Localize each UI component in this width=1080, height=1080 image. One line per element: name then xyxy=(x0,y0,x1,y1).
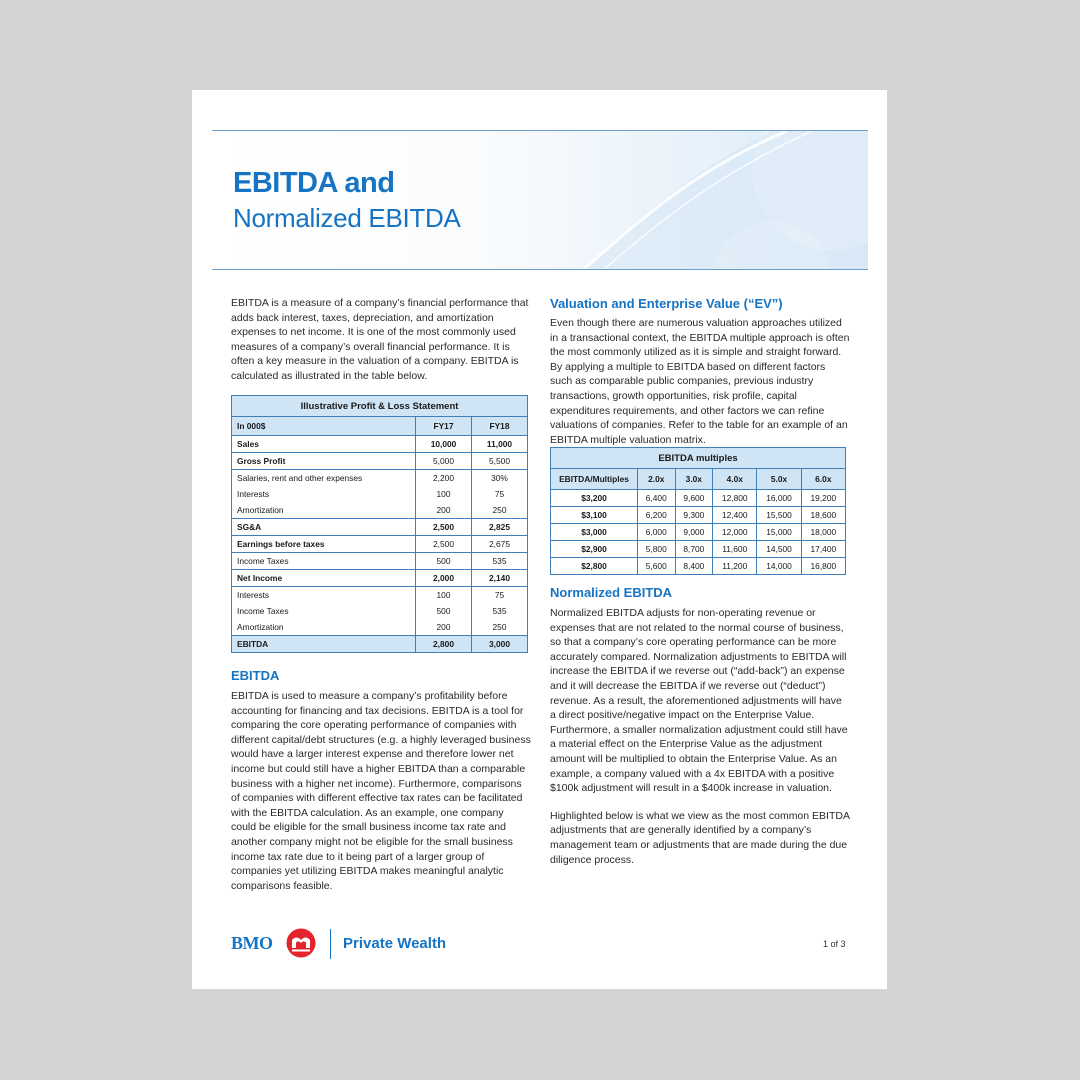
normalized-ebitda-section xyxy=(550,585,850,867)
expenses-labels: Salaries, rent and other expenses Interests Amortization xyxy=(232,470,416,519)
table-row: Interests Income Taxes Amortization 100 500 200 75 535 250 xyxy=(232,587,528,636)
pl-header-fy18: FY18 xyxy=(472,417,528,436)
private-wealth-label: Private Wealth xyxy=(343,935,447,952)
table-row: SG&A 2,500 2,825 xyxy=(232,519,528,536)
page-footer xyxy=(231,928,851,960)
table-row: Earnings before taxes 2,500 2,675 xyxy=(232,536,528,553)
title-banner xyxy=(212,130,868,270)
table-row-ebitda-total: EBITDA 2,800 3,000 xyxy=(232,636,528,653)
left-column-intro xyxy=(231,296,531,384)
profit-loss-table xyxy=(231,395,528,653)
document-page xyxy=(192,90,887,989)
pl-header-label: In 000$ xyxy=(232,417,416,436)
table-row: Gross Profit 5,000 5,500 xyxy=(232,453,528,470)
bmo-roundel-logo-icon xyxy=(286,928,316,958)
bmo-wordmark: BMO xyxy=(231,933,273,953)
valuation-paragraph: Even though there are numerous valuation approaches utilized in a transactional context, the EBITDA multiple approach is often the most commonly utilized as it is simple and straight forward. By applying a multiple to EBITDA based on different factors such as comparable public companies, previous industry transactions, growth opportunities, risk profile, capital expenditures requirements, and other factors we can refine valuations of companies. Refer to the table for an example of an EBITDA multiple valuation matrix. xyxy=(550,317,850,446)
valuation-heading: Valuation and Enterprise Value (“EV”) xyxy=(550,296,783,311)
table-row: $3,100 6,200 9,300 12,400 15,500 18,600 xyxy=(551,507,846,524)
normalized-paragraph-2: Highlighted below is what we view as the most common EBITDA adjustments that are generally identified by a company’s management team or adjustments that are made during the due diligence process. xyxy=(550,809,850,866)
ebitda-paragraph: EBITDA is used to measure a company’s profitability before accounting for financing and tax decisions. EBITDA is a tool for comparing the core operating performance of companies with different capital/debt structures (e.g. a highly leveraged business would have a larger interest expense and therefore lower net income but could still have a higher EBITDA than a comparable business with a higher net income). Furthermore, comparisons of companies with different effective tax rates can be facilitated with the EBITDA calculation. As an example, one company could be eligible for the small business income tax rate and another company might not be eligible for the small business income tax rate due to it being part of a larger group of companies yet utilizing EBITDA makes meaningful analytic comparisons feasible. xyxy=(231,690,531,892)
page-number: 1 of 3 xyxy=(823,939,846,949)
multiples-table-caption: EBITDA multiples xyxy=(551,448,846,469)
ebitda-multiples-table xyxy=(550,447,846,575)
multiples-header-row: EBITDA/Multiples 2.0x 3.0x 4.0x 5.0x 6.0x xyxy=(551,469,846,490)
table-row: Salaries, rent and other expenses Interests Amortization 2,200 100 200 30% 75 250 xyxy=(232,470,528,519)
ebitda-heading: EBITDA xyxy=(231,668,280,683)
addback-labels: Interests Income Taxes Amortization xyxy=(232,587,416,636)
table-row: $3,200 6,400 9,600 12,800 16,000 19,200 xyxy=(551,490,846,507)
pl-header-fy17: FY17 xyxy=(416,417,472,436)
table-row: Income Taxes 500 535 xyxy=(232,553,528,570)
normalized-heading: Normalized EBITDA xyxy=(550,585,673,600)
table-row: $2,800 5,600 8,400 11,200 14,000 16,800 xyxy=(551,558,846,575)
normalized-paragraph-1: Normalized EBITDA adjusts for non-operating revenue or expenses that are not related to the normal course of business, so that a company’s core operating performance can be more accurately compared. Normalization adjustments to EBITDA will increase the EBITDA if we reverse out (“add-back”) an expense and it will decrease the EBITDA if we reverse out (“deduct”) revenue. As a result, the aforementioned adjustments will have a direct positive/negative impact on the Enterprise Value. Furthermore, a smaller normalization adjustment could still have a material effect on the Enterprise Value as the adjustment amount will be multiplied to obtain the Enterprise Value. As an example, a company valued with a 4x EBITDA with a positive $100k adjustment will result in a $400k increase in valuation. xyxy=(550,607,848,795)
pl-table-caption: Illustrative Profit & Loss Statement xyxy=(232,396,528,417)
title-line-2: Normalized EBITDA xyxy=(233,203,461,233)
valuation-section xyxy=(550,296,850,447)
table-row: $2,900 5,800 8,700 11,600 14,500 17,400 xyxy=(551,541,846,558)
ebitda-section xyxy=(231,668,531,893)
title-line-1: EBITDA and xyxy=(233,167,395,199)
table-row: Sales 10,000 11,000 xyxy=(232,436,528,453)
banner-swoosh-graphic xyxy=(212,131,868,269)
table-row: Net Income 2,000 2,140 xyxy=(232,570,528,587)
footer-divider xyxy=(330,929,331,959)
intro-paragraph: EBITDA is a measure of a company’s financial performance that adds back interest, taxes, depreciation, and amortization expenses to net income. It is one of the most commonly used measures of a company’s overall financial performance. It is often a key measure in the valuation of a company. EBITDA is calculated as illustrated in the table below. xyxy=(231,297,529,382)
table-row: $3,000 6,000 9,000 12,000 15,000 18,000 xyxy=(551,524,846,541)
